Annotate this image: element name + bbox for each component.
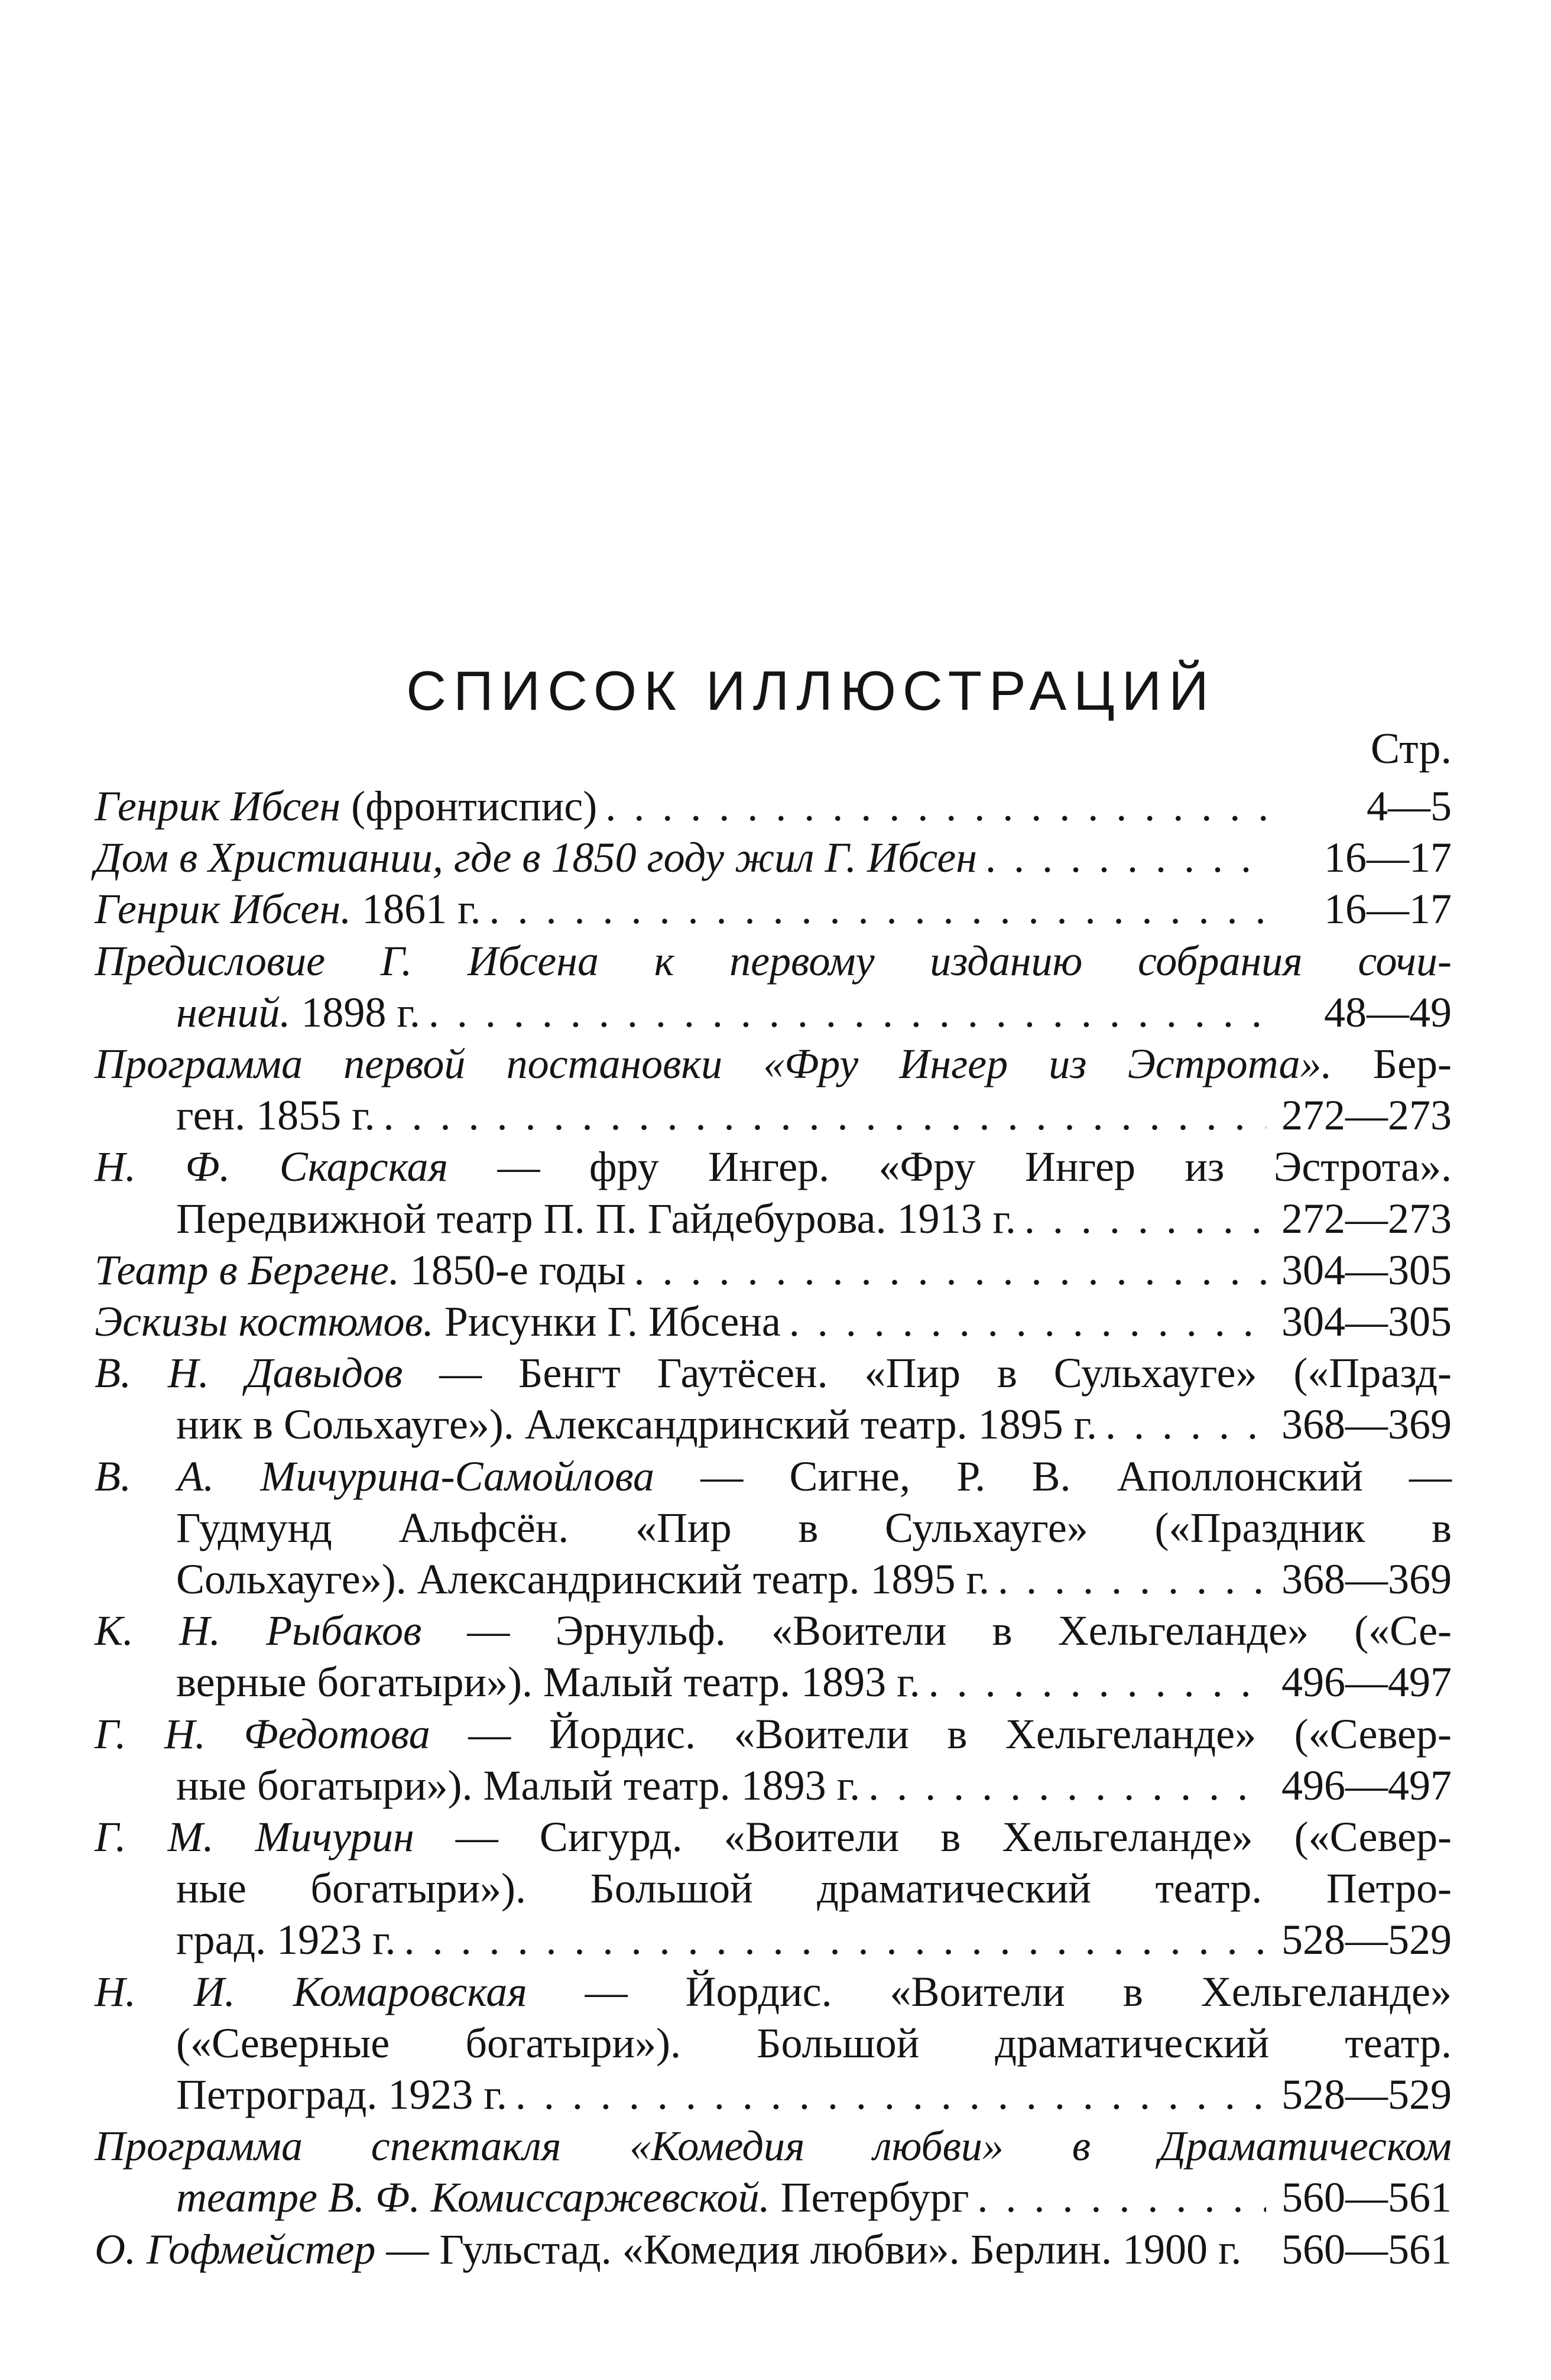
page-number: 496—497 (1281, 1762, 1452, 1809)
list-line (176, 1914, 1452, 1966)
entry-text (176, 1759, 860, 1811)
entry-detail: Гудмунд Альфсён. «Пир в Сульхауге» («Праздник в (176, 1504, 1452, 1551)
entry-detail: 1898 г. (290, 989, 420, 1036)
list-line (95, 1141, 1452, 1193)
entry-caption: В. Н. Давыдов (95, 1349, 403, 1397)
entry-detail: — Йордис. «Воители в Хельгеланде» (527, 1968, 1452, 2015)
entry-detail: Рисунки Г. Ибсена (433, 1298, 781, 1345)
list-line (176, 1656, 1452, 1708)
entry-text (176, 2069, 507, 2121)
list-line (95, 1347, 1452, 1399)
entry-detail: — Бенгт Гаутёсен. «Пир в Сульхауге» («Празд- (403, 1349, 1452, 1397)
entry-text (95, 780, 597, 832)
list-line (176, 1089, 1452, 1141)
list-line (176, 986, 1452, 1038)
list-line (95, 935, 1452, 987)
list-line (95, 1295, 1452, 1348)
entry-text (176, 1089, 375, 1141)
list-line (95, 1708, 1452, 1760)
entry-detail: — Эрнульф. «Воители в Хельгеланде» («Се- (421, 1607, 1452, 1654)
page-number: 528—529 (1281, 1916, 1452, 1963)
page-number: 272—273 (1281, 1092, 1452, 1139)
list-line (95, 1038, 1452, 1090)
entry-caption: Эскизы костюмов. (95, 1298, 434, 1345)
entry-caption: Генрик Ибсен (95, 782, 341, 830)
list-line (95, 1811, 1452, 1863)
entry-detail: 1850-е годы (399, 1246, 626, 1294)
leader-dots (429, 986, 1266, 1038)
entry-caption: Программа первой постановки «Фру Ингер из Эстрота». (95, 1040, 1332, 1087)
entry-text (95, 2223, 1241, 2275)
list-line (95, 1966, 1452, 2018)
page-number: 368—369 (1281, 1556, 1452, 1603)
entry-text (95, 1605, 1452, 1657)
page-number: 4—5 (1367, 782, 1452, 830)
page-number: 496—497 (1281, 1658, 1452, 1706)
entry-text (176, 1502, 1452, 1554)
list-line (95, 1244, 1452, 1296)
entry-caption: К. Н. Рыбаков (95, 1607, 422, 1654)
entry-detail: Петроград. 1923 г. (176, 2071, 507, 2118)
entry-text (95, 1811, 1452, 1863)
entry-detail: Передвижной театр П. П. Гайдебурова. 1913 г. (176, 1195, 1016, 1242)
page-number: 528—529 (1281, 2071, 1452, 2118)
entry-detail: («Северные богатыри»). Большой драматический театр. (176, 2019, 1452, 2067)
entry-text (95, 1295, 781, 1348)
page-number: 560—561 (1281, 2174, 1452, 2221)
entry-text (176, 2017, 1452, 2069)
entry-detail: — фру Ингер. «Фру Ингер из Эстрота». (448, 1143, 1452, 1190)
page-number: 16—17 (1324, 834, 1452, 881)
leader-dots (985, 832, 1266, 884)
list-line (176, 2171, 1452, 2223)
entry-text (95, 2120, 1452, 2172)
entry-caption: Генрик Ибсен. (95, 885, 352, 933)
entry-text (95, 1141, 1452, 1193)
entry-detail: Петербург (770, 2174, 969, 2221)
entry-caption: О. Гофмейстер (95, 2226, 376, 2273)
leader-dots (634, 1244, 1266, 1296)
entry-detail: Бер- (1332, 1040, 1452, 1087)
page-number: 368—369 (1281, 1401, 1452, 1448)
list-line (176, 2069, 1452, 2121)
entry-detail: ные богатыри»). Малый театр. 1893 г. (176, 1762, 861, 1809)
page-number: 304—305 (1281, 1246, 1452, 1294)
leader-dots (998, 1553, 1266, 1605)
leader-dots (515, 2069, 1266, 2121)
leader-dots (1024, 1193, 1266, 1245)
entry-detail: ник в Сольхауге»). Александринский театр. 1895 г. (176, 1401, 1097, 1448)
entry-caption: Театр в Бергене. (95, 1246, 400, 1294)
list-line (95, 1450, 1452, 1502)
entry-caption: Н. И. Комаровская (95, 1968, 527, 2015)
entry-text (176, 1862, 1452, 1914)
entry-text (95, 1347, 1452, 1399)
entry-text (176, 1656, 920, 1708)
entry-text (95, 1038, 1452, 1090)
entry-caption: Предисловие Г. Ибсена к первому изданию собрания сочи- (95, 937, 1452, 985)
leader-dots (404, 1914, 1266, 1966)
list-line (176, 1862, 1452, 1914)
entry-detail: 1861 г. (351, 885, 481, 933)
entry-detail: град. 1923 г. (176, 1916, 396, 1963)
entry-caption: нений. (176, 989, 291, 1036)
list-line (95, 1605, 1452, 1657)
entry-text (176, 986, 420, 1038)
leader-dots (605, 780, 1266, 832)
list-line (176, 1759, 1452, 1811)
entry-detail: — Гульстад. «Комедия любви». Берлин. 1900 г. (375, 2226, 1242, 2273)
entry-detail: — Йордис. «Воители в Хельгеланде» («Север- (430, 1710, 1452, 1758)
list-line (95, 780, 1452, 832)
entry-detail: (фронтиспис) (340, 782, 598, 830)
entry-detail: верные богатыри»). Малый театр. 1893 г. (176, 1658, 920, 1706)
entry-text (95, 1708, 1452, 1760)
entry-text (95, 935, 1452, 987)
page-number: 16—17 (1324, 885, 1452, 933)
leader-dots (789, 1295, 1266, 1348)
page-column-header: Стр. (1370, 725, 1452, 773)
list-line (176, 1193, 1452, 1245)
entry-text (95, 1966, 1452, 2018)
list-line (95, 2223, 1452, 2275)
entry-text (95, 832, 977, 884)
entry-text (176, 1398, 1097, 1450)
entry-detail: — Сигне, Р. В. Аполлонский — (654, 1453, 1452, 1500)
leader-dots (868, 1759, 1266, 1811)
page-title: СПИСОК ИЛЛЮСТРАЦИЙ (406, 660, 1216, 722)
entry-caption: Г. Н. Федотова (95, 1710, 430, 1758)
entry-text (95, 883, 481, 935)
leader-dots (1105, 1398, 1266, 1450)
entry-caption: Г. М. Мичурин (95, 1813, 414, 1861)
leader-dots (489, 883, 1266, 935)
page-number: 304—305 (1281, 1298, 1452, 1345)
leader-dots (977, 2171, 1266, 2223)
entry-caption: Н. Ф. Скарская (95, 1143, 448, 1190)
leader-dots (929, 1656, 1266, 1708)
entry-text (95, 1244, 625, 1296)
entry-text (176, 2171, 969, 2223)
entry-detail: ген. 1855 г. (176, 1092, 375, 1139)
entry-text (176, 1553, 989, 1605)
list-line (176, 1553, 1452, 1605)
entry-text (95, 1450, 1452, 1502)
list-line (95, 832, 1452, 884)
entry-caption: Дом в Христиании, где в 1850 году жил Г. Ибсен (95, 834, 977, 881)
entry-text (176, 1914, 396, 1966)
entry-caption: В. А. Мичурина-Самойлова (95, 1453, 654, 1500)
list-line (176, 1398, 1452, 1450)
entry-detail: ные богатыри»). Большой драматический театр. Петро- (176, 1865, 1452, 1912)
list-line (176, 1502, 1452, 1554)
entry-text (176, 1193, 1016, 1245)
leader-dots (383, 1089, 1266, 1141)
page-number: 48—49 (1324, 989, 1452, 1036)
entry-detail: — Сигурд. «Воители в Хельгеланде» («Север- (414, 1813, 1452, 1861)
page-number: 560—561 (1281, 2226, 1452, 2273)
entry-caption: театре В. Ф. Комиссаржевской. (176, 2174, 770, 2221)
page-number: 272—273 (1281, 1195, 1452, 1242)
list-line (95, 2120, 1452, 2172)
entry-detail: Сольхауге»). Александринский театр. 1895 г. (176, 1556, 989, 1603)
list-line (176, 2017, 1452, 2069)
entry-caption: Программа спектакля «Комедия любви» в Драматическом (95, 2122, 1452, 2170)
list-line (95, 883, 1452, 935)
